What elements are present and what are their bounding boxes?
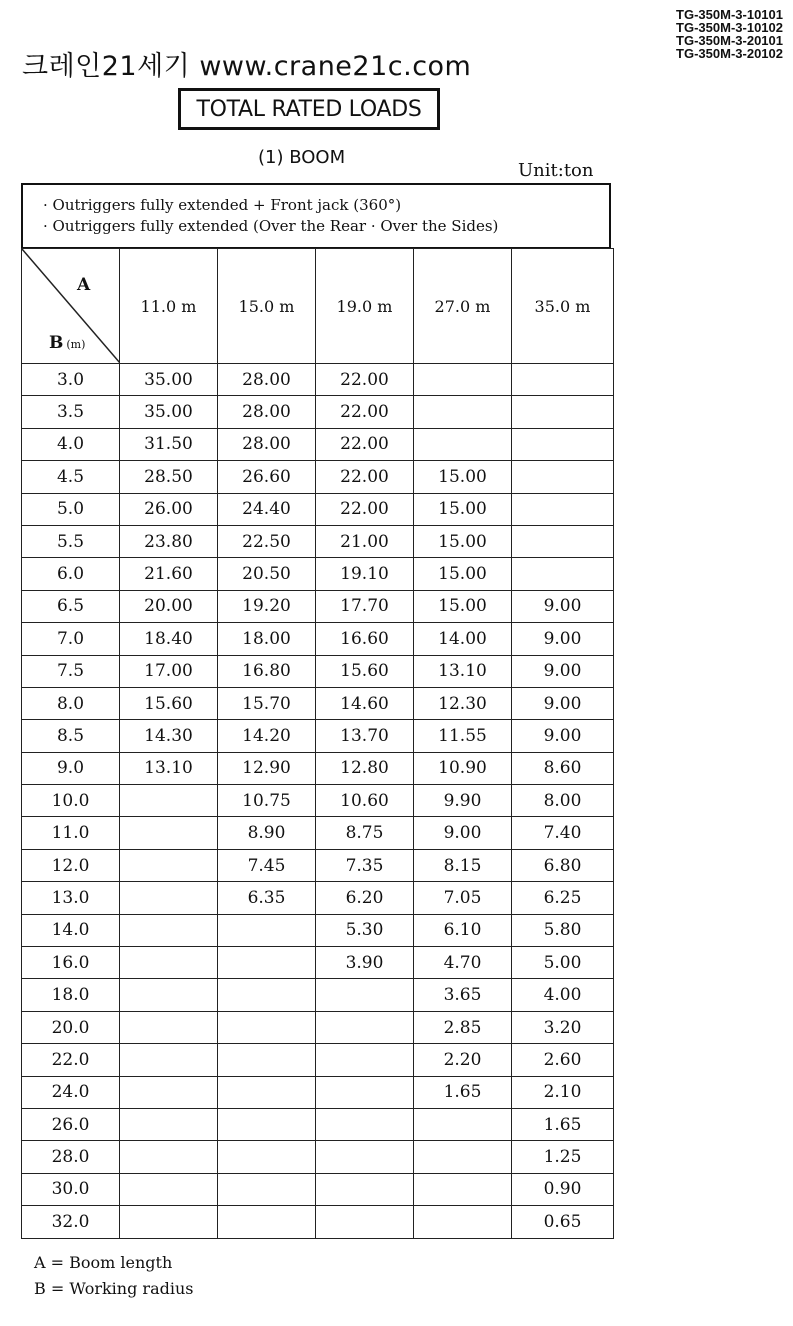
radius-cell: 14.0 [22, 914, 120, 946]
load-cell [120, 849, 218, 881]
load-cell: 23.80 [120, 525, 218, 557]
load-cell: 19.10 [316, 558, 414, 590]
table-row [22, 785, 614, 817]
load-cell [120, 1206, 218, 1238]
page-title: TOTAL RATED LOADS [178, 88, 440, 130]
load-cell [512, 558, 614, 590]
load-cell: 7.40 [512, 817, 614, 849]
rated-loads-table [21, 248, 614, 1239]
load-cell [120, 817, 218, 849]
load-cell: 15.60 [316, 655, 414, 687]
table-row [22, 1076, 614, 1108]
load-cell [218, 1141, 316, 1173]
load-cell: 2.20 [414, 1044, 512, 1076]
load-cell: 7.35 [316, 849, 414, 881]
table-row [22, 558, 614, 590]
load-cell [218, 1173, 316, 1205]
radius-cell: 9.0 [22, 752, 120, 784]
load-cell: 10.90 [414, 752, 512, 784]
table-row [22, 428, 614, 460]
radius-cell: 13.0 [22, 882, 120, 914]
load-cell: 35.00 [120, 396, 218, 428]
load-cell: 15.00 [414, 493, 512, 525]
load-cell: 6.25 [512, 882, 614, 914]
load-cell [512, 525, 614, 557]
load-cell: 15.00 [414, 558, 512, 590]
radius-cell: 28.0 [22, 1141, 120, 1173]
table-row [22, 1173, 614, 1205]
load-cell [218, 1206, 316, 1238]
boom-length-header: 35.0 m [512, 249, 614, 364]
radius-cell: 7.5 [22, 655, 120, 687]
load-cell: 21.60 [120, 558, 218, 590]
radius-cell: 4.5 [22, 461, 120, 493]
load-cell: 8.00 [512, 785, 614, 817]
load-cell: 8.60 [512, 752, 614, 784]
load-cell: 18.40 [120, 623, 218, 655]
radius-cell: 6.5 [22, 590, 120, 622]
load-cell: 15.60 [120, 687, 218, 719]
table-row [22, 914, 614, 946]
load-cell: 12.30 [414, 687, 512, 719]
load-cell: 24.40 [218, 493, 316, 525]
load-cell: 19.20 [218, 590, 316, 622]
load-cell [316, 979, 414, 1011]
load-cell: 31.50 [120, 428, 218, 460]
load-cell: 10.60 [316, 785, 414, 817]
load-cell: 3.90 [316, 947, 414, 979]
load-cell: 17.70 [316, 590, 414, 622]
legend-item: B = Working radius [34, 1279, 194, 1298]
radius-cell: 20.0 [22, 1011, 120, 1043]
load-cell [120, 1044, 218, 1076]
load-cell: 28.00 [218, 396, 316, 428]
load-cell [316, 1206, 414, 1238]
radius-cell: 18.0 [22, 979, 120, 1011]
radius-cell: 5.0 [22, 493, 120, 525]
load-cell: 9.00 [512, 720, 614, 752]
radius-cell: 10.0 [22, 785, 120, 817]
legend [34, 1250, 193, 1302]
radius-cell: 12.0 [22, 849, 120, 881]
radius-cell: 32.0 [22, 1206, 120, 1238]
table-header-row [22, 249, 614, 364]
load-cell: 8.15 [414, 849, 512, 881]
load-cell: 8.75 [316, 817, 414, 849]
radius-cell: 4.0 [22, 428, 120, 460]
load-cell [316, 1173, 414, 1205]
load-cell: 22.50 [218, 525, 316, 557]
table-row [22, 364, 614, 396]
load-cell: 28.00 [218, 428, 316, 460]
table-row [22, 687, 614, 719]
table-row [22, 752, 614, 784]
table-row [22, 623, 614, 655]
load-cell [512, 428, 614, 460]
load-cell [120, 1011, 218, 1043]
load-cell [316, 1011, 414, 1043]
load-cell [120, 1141, 218, 1173]
load-cell: 13.10 [414, 655, 512, 687]
load-cell: 20.50 [218, 558, 316, 590]
load-cell: 15.00 [414, 461, 512, 493]
table-row [22, 655, 614, 687]
radius-cell: 8.0 [22, 687, 120, 719]
load-cell [414, 364, 512, 396]
boom-length-header: 15.0 m [218, 249, 316, 364]
corner-b-text: B [49, 333, 64, 353]
load-cell: 22.00 [316, 364, 414, 396]
load-cell: 21.00 [316, 525, 414, 557]
load-cell [414, 1108, 512, 1140]
load-cell: 17.00 [120, 655, 218, 687]
load-cell: 16.60 [316, 623, 414, 655]
load-cell: 6.80 [512, 849, 614, 881]
load-cell [414, 1206, 512, 1238]
load-cell: 15.00 [414, 525, 512, 557]
load-cell: 2.85 [414, 1011, 512, 1043]
load-cell [218, 1076, 316, 1108]
load-cell [218, 914, 316, 946]
unit-label: Unit:ton [518, 160, 594, 181]
table-row [22, 849, 614, 881]
site-banner: 크레인21세기 www.crane21c.com [22, 51, 472, 82]
load-cell [218, 1108, 316, 1140]
table-row [22, 525, 614, 557]
table-row [22, 947, 614, 979]
load-cell: 11.55 [414, 720, 512, 752]
load-cell: 22.00 [316, 493, 414, 525]
load-cell: 5.00 [512, 947, 614, 979]
table-row [22, 590, 614, 622]
table-row [22, 461, 614, 493]
load-cell: 9.00 [414, 817, 512, 849]
radius-cell: 11.0 [22, 817, 120, 849]
load-cell [414, 1141, 512, 1173]
load-cell: 22.00 [316, 396, 414, 428]
load-cell: 9.00 [512, 655, 614, 687]
load-cell: 6.10 [414, 914, 512, 946]
load-cell: 6.35 [218, 882, 316, 914]
radius-cell: 22.0 [22, 1044, 120, 1076]
load-cell: 1.65 [512, 1108, 614, 1140]
load-cell [120, 979, 218, 1011]
load-cell: 28.00 [218, 364, 316, 396]
model-code: TG-350M-3-10101 [676, 7, 783, 22]
radius-cell: 16.0 [22, 947, 120, 979]
table-row [22, 1206, 614, 1238]
load-cell: 9.00 [512, 590, 614, 622]
radius-cell: 6.0 [22, 558, 120, 590]
legend-item: A = Boom length [34, 1253, 173, 1272]
load-cell [218, 947, 316, 979]
load-cell: 13.70 [316, 720, 414, 752]
section-subtitle: (1) BOOM [258, 147, 346, 168]
load-cell [512, 396, 614, 428]
load-cell: 26.60 [218, 461, 316, 493]
load-cell [316, 1076, 414, 1108]
load-cell: 15.00 [414, 590, 512, 622]
load-cell [218, 1011, 316, 1043]
load-cell: 1.65 [414, 1076, 512, 1108]
load-cell: 14.30 [120, 720, 218, 752]
corner-header-cell [22, 249, 120, 364]
load-cell: 10.75 [218, 785, 316, 817]
radius-cell: 7.0 [22, 623, 120, 655]
load-cell: 12.80 [316, 752, 414, 784]
load-cell: 0.65 [512, 1206, 614, 1238]
table-row [22, 1108, 614, 1140]
load-cell: 9.00 [512, 623, 614, 655]
load-cell: 14.20 [218, 720, 316, 752]
load-cell: 22.00 [316, 428, 414, 460]
load-cell: 8.90 [218, 817, 316, 849]
load-cell: 4.00 [512, 979, 614, 1011]
table-row [22, 396, 614, 428]
load-cell: 16.80 [218, 655, 316, 687]
load-cell [316, 1141, 414, 1173]
load-cell [120, 914, 218, 946]
load-cell [120, 1076, 218, 1108]
table-row [22, 720, 614, 752]
load-cell [414, 428, 512, 460]
table-row [22, 1044, 614, 1076]
model-code: TG-350M-3-20101 [676, 33, 783, 48]
load-cell [512, 461, 614, 493]
radius-cell: 5.5 [22, 525, 120, 557]
load-cell: 35.00 [120, 364, 218, 396]
radius-cell: 26.0 [22, 1108, 120, 1140]
model-code: TG-350M-3-10102 [676, 20, 783, 35]
boom-length-header: 11.0 m [120, 249, 218, 364]
load-cell: 3.65 [414, 979, 512, 1011]
load-cell: 4.70 [414, 947, 512, 979]
radius-cell: 30.0 [22, 1173, 120, 1205]
load-cell: 7.05 [414, 882, 512, 914]
model-code: TG-350M-3-20102 [676, 46, 783, 61]
load-cell [316, 1108, 414, 1140]
load-cell [218, 979, 316, 1011]
load-cell: 14.60 [316, 687, 414, 719]
condition-line: · Outriggers fully extended + Front jack (360°) [43, 196, 402, 214]
load-cell: 15.70 [218, 687, 316, 719]
table-row [22, 817, 614, 849]
load-cell: 2.60 [512, 1044, 614, 1076]
load-cell [120, 1108, 218, 1140]
load-cell: 1.25 [512, 1141, 614, 1173]
model-codes [676, 8, 783, 60]
boom-length-header: 19.0 m [316, 249, 414, 364]
radius-cell: 3.0 [22, 364, 120, 396]
table-row [22, 979, 614, 1011]
load-cell: 5.30 [316, 914, 414, 946]
load-cell: 12.90 [218, 752, 316, 784]
corner-b-label [49, 333, 85, 353]
load-cell: 18.00 [218, 623, 316, 655]
load-cell [120, 947, 218, 979]
load-cell: 5.80 [512, 914, 614, 946]
table-row [22, 882, 614, 914]
corner-a-label: A [77, 275, 91, 295]
load-cell: 14.00 [414, 623, 512, 655]
load-cell [218, 1044, 316, 1076]
boom-length-header: 27.0 m [414, 249, 512, 364]
table-row [22, 1011, 614, 1043]
load-cell: 13.10 [120, 752, 218, 784]
table-row [22, 493, 614, 525]
load-cell: 2.10 [512, 1076, 614, 1108]
load-cell: 7.45 [218, 849, 316, 881]
load-cell: 3.20 [512, 1011, 614, 1043]
load-cell [120, 882, 218, 914]
load-cell [414, 1173, 512, 1205]
load-cell [120, 1173, 218, 1205]
conditions-box [21, 183, 611, 249]
condition-line: · Outriggers fully extended (Over the Rear · Over the Sides) [43, 217, 499, 235]
table-row [22, 1141, 614, 1173]
table-body [22, 364, 614, 1239]
load-cell: 0.90 [512, 1173, 614, 1205]
load-cell [512, 493, 614, 525]
corner-b-unit: (m) [66, 338, 86, 351]
load-cell: 9.00 [512, 687, 614, 719]
radius-cell: 3.5 [22, 396, 120, 428]
load-cell: 20.00 [120, 590, 218, 622]
load-cell: 9.90 [414, 785, 512, 817]
load-cell [316, 1044, 414, 1076]
load-cell: 26.00 [120, 493, 218, 525]
load-cell: 22.00 [316, 461, 414, 493]
load-cell [512, 364, 614, 396]
load-cell [414, 396, 512, 428]
load-cell [120, 785, 218, 817]
load-cell: 28.50 [120, 461, 218, 493]
radius-cell: 8.5 [22, 720, 120, 752]
radius-cell: 24.0 [22, 1076, 120, 1108]
load-cell: 6.20 [316, 882, 414, 914]
